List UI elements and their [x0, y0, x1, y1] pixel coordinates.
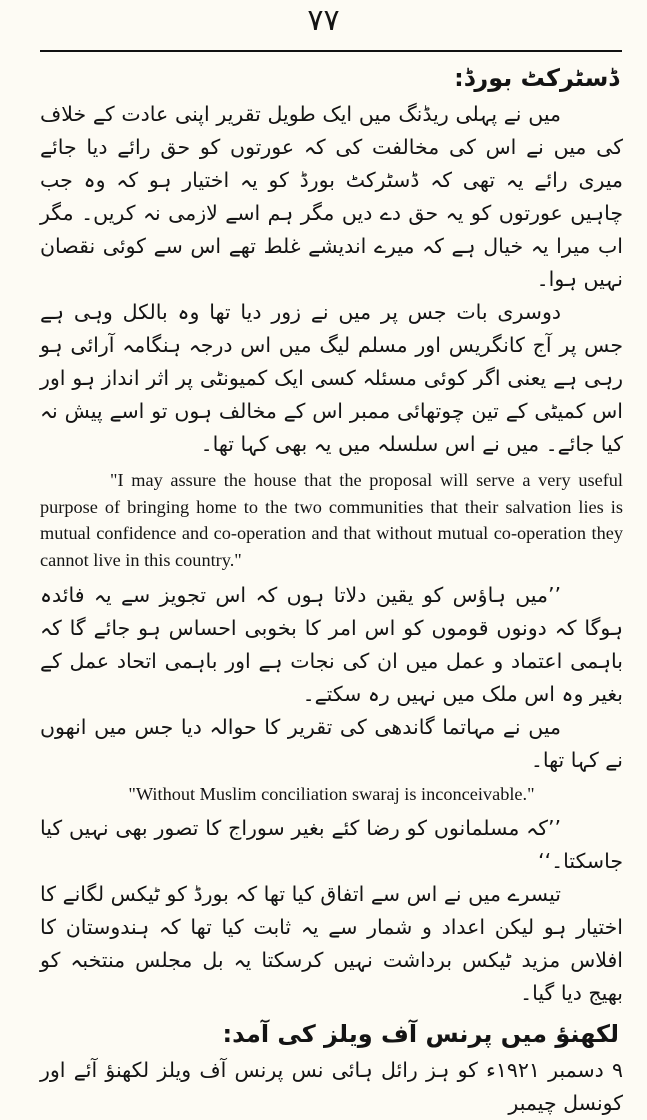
section-heading-prince-of-wales: لکھنؤ میں پرنس آف ویلز کی آمد:: [222, 1019, 619, 1048]
paragraph-1: میں نے پہلی ریڈنگ میں ایک طویل تقریر اپنی عادت کے خلاف کی میں نے اس کی مخالفت کی کہ عورتوں کو حق رائے دیا جائے میری رائے یہ تھی کہ ڈسٹرکٹ بورڈ کو یہ اختیار ہو کہ وہ جب چاہیں عورتوں کو یہ حق دے دیں مگر ہم اسے لازمی نہ کریں۔ مگر اب میرا یہ خیال ہے کہ میرے اندیشے غلط تھے اس سے کوئی نقصان نہیں ہوا۔: [40, 102, 623, 291]
english-quote-2: "Without Muslim conciliation swaraj is inconceivable.": [128, 784, 535, 804]
paragraph-5: ’’کہ مسلمانوں کو رضا کئے بغیر سوراج کا تصور بھی نہیں کیا جاسکتا۔‘‘: [40, 815, 623, 873]
english-quote-1: "I may assure the house that the proposal will serve a very useful purpose of bringing home to the two communities that their salvation lies is mutual confidence and co-operation and that without mutual co-operation they cannot live in this country.": [40, 470, 623, 570]
paragraph-6: تیسرے میں نے اس سے اتفاق کیا تھا کہ بورڈ کو ٹیکس لگانے کا اختیار ہو لیکن اعداد و شمار سے یہ ثابت کیا تھا کہ ہندوستان کا افلاس مزید ٹیکس برداشت نہیں کرسکتا یہ بل مجلس منتخبہ کو بھیج دیا گیا۔: [40, 881, 623, 1005]
page-content: [40, 58, 623, 1120]
page-number: ۷۷: [307, 3, 340, 38]
paragraph-7: ۹ دسمبر ۱۹۲۱ء کو ہز رائل ہائی نس پرنس آف ویلز لکھنؤ آئے اور کونسل چیمبر: [40, 1057, 623, 1115]
paragraph-2: دوسری بات جس پر میں نے زور دیا تھا وہ بالکل وہی ہے جس پر آج کانگریس اور مسلم لیگ میں اس درجہ ہنگامہ آرائی ہو رہی ہے یعنی اگر کوئی مسئلہ کسی ایک کمیونٹی پر اثر انداز ہو اور اس کمیٹی کے تین چوتھائی ممبر اس کے مخالف ہوں تو اسے پیش نہ کیا جائے۔ میں نے اس سلسلہ میں یہ بھی کہا تھا۔: [40, 300, 623, 456]
section-heading-district-board: ڈسٹرکٹ بورڈ:: [454, 64, 619, 92]
paragraph-3: ’’میں ہاؤس کو یقین دلاتا ہوں کہ اس تجویز سے یہ فائدہ ہوگا کہ دونوں قوموں کو اس امر کا بخوبی احساس ہو جائے گا کہ باہمی اعتماد و عمل میں ان کی نجات ہے اور باہمی اتحاد عمل کے بغیر وہ اس ملک میں نہیں رہ سکتے۔: [40, 583, 623, 706]
paragraph-4: میں نے مہاتما گاندھی کی تقریر کا حوالہ دیا جس میں انھوں نے کہا تھا۔: [40, 715, 623, 772]
header-rule: [40, 50, 622, 52]
